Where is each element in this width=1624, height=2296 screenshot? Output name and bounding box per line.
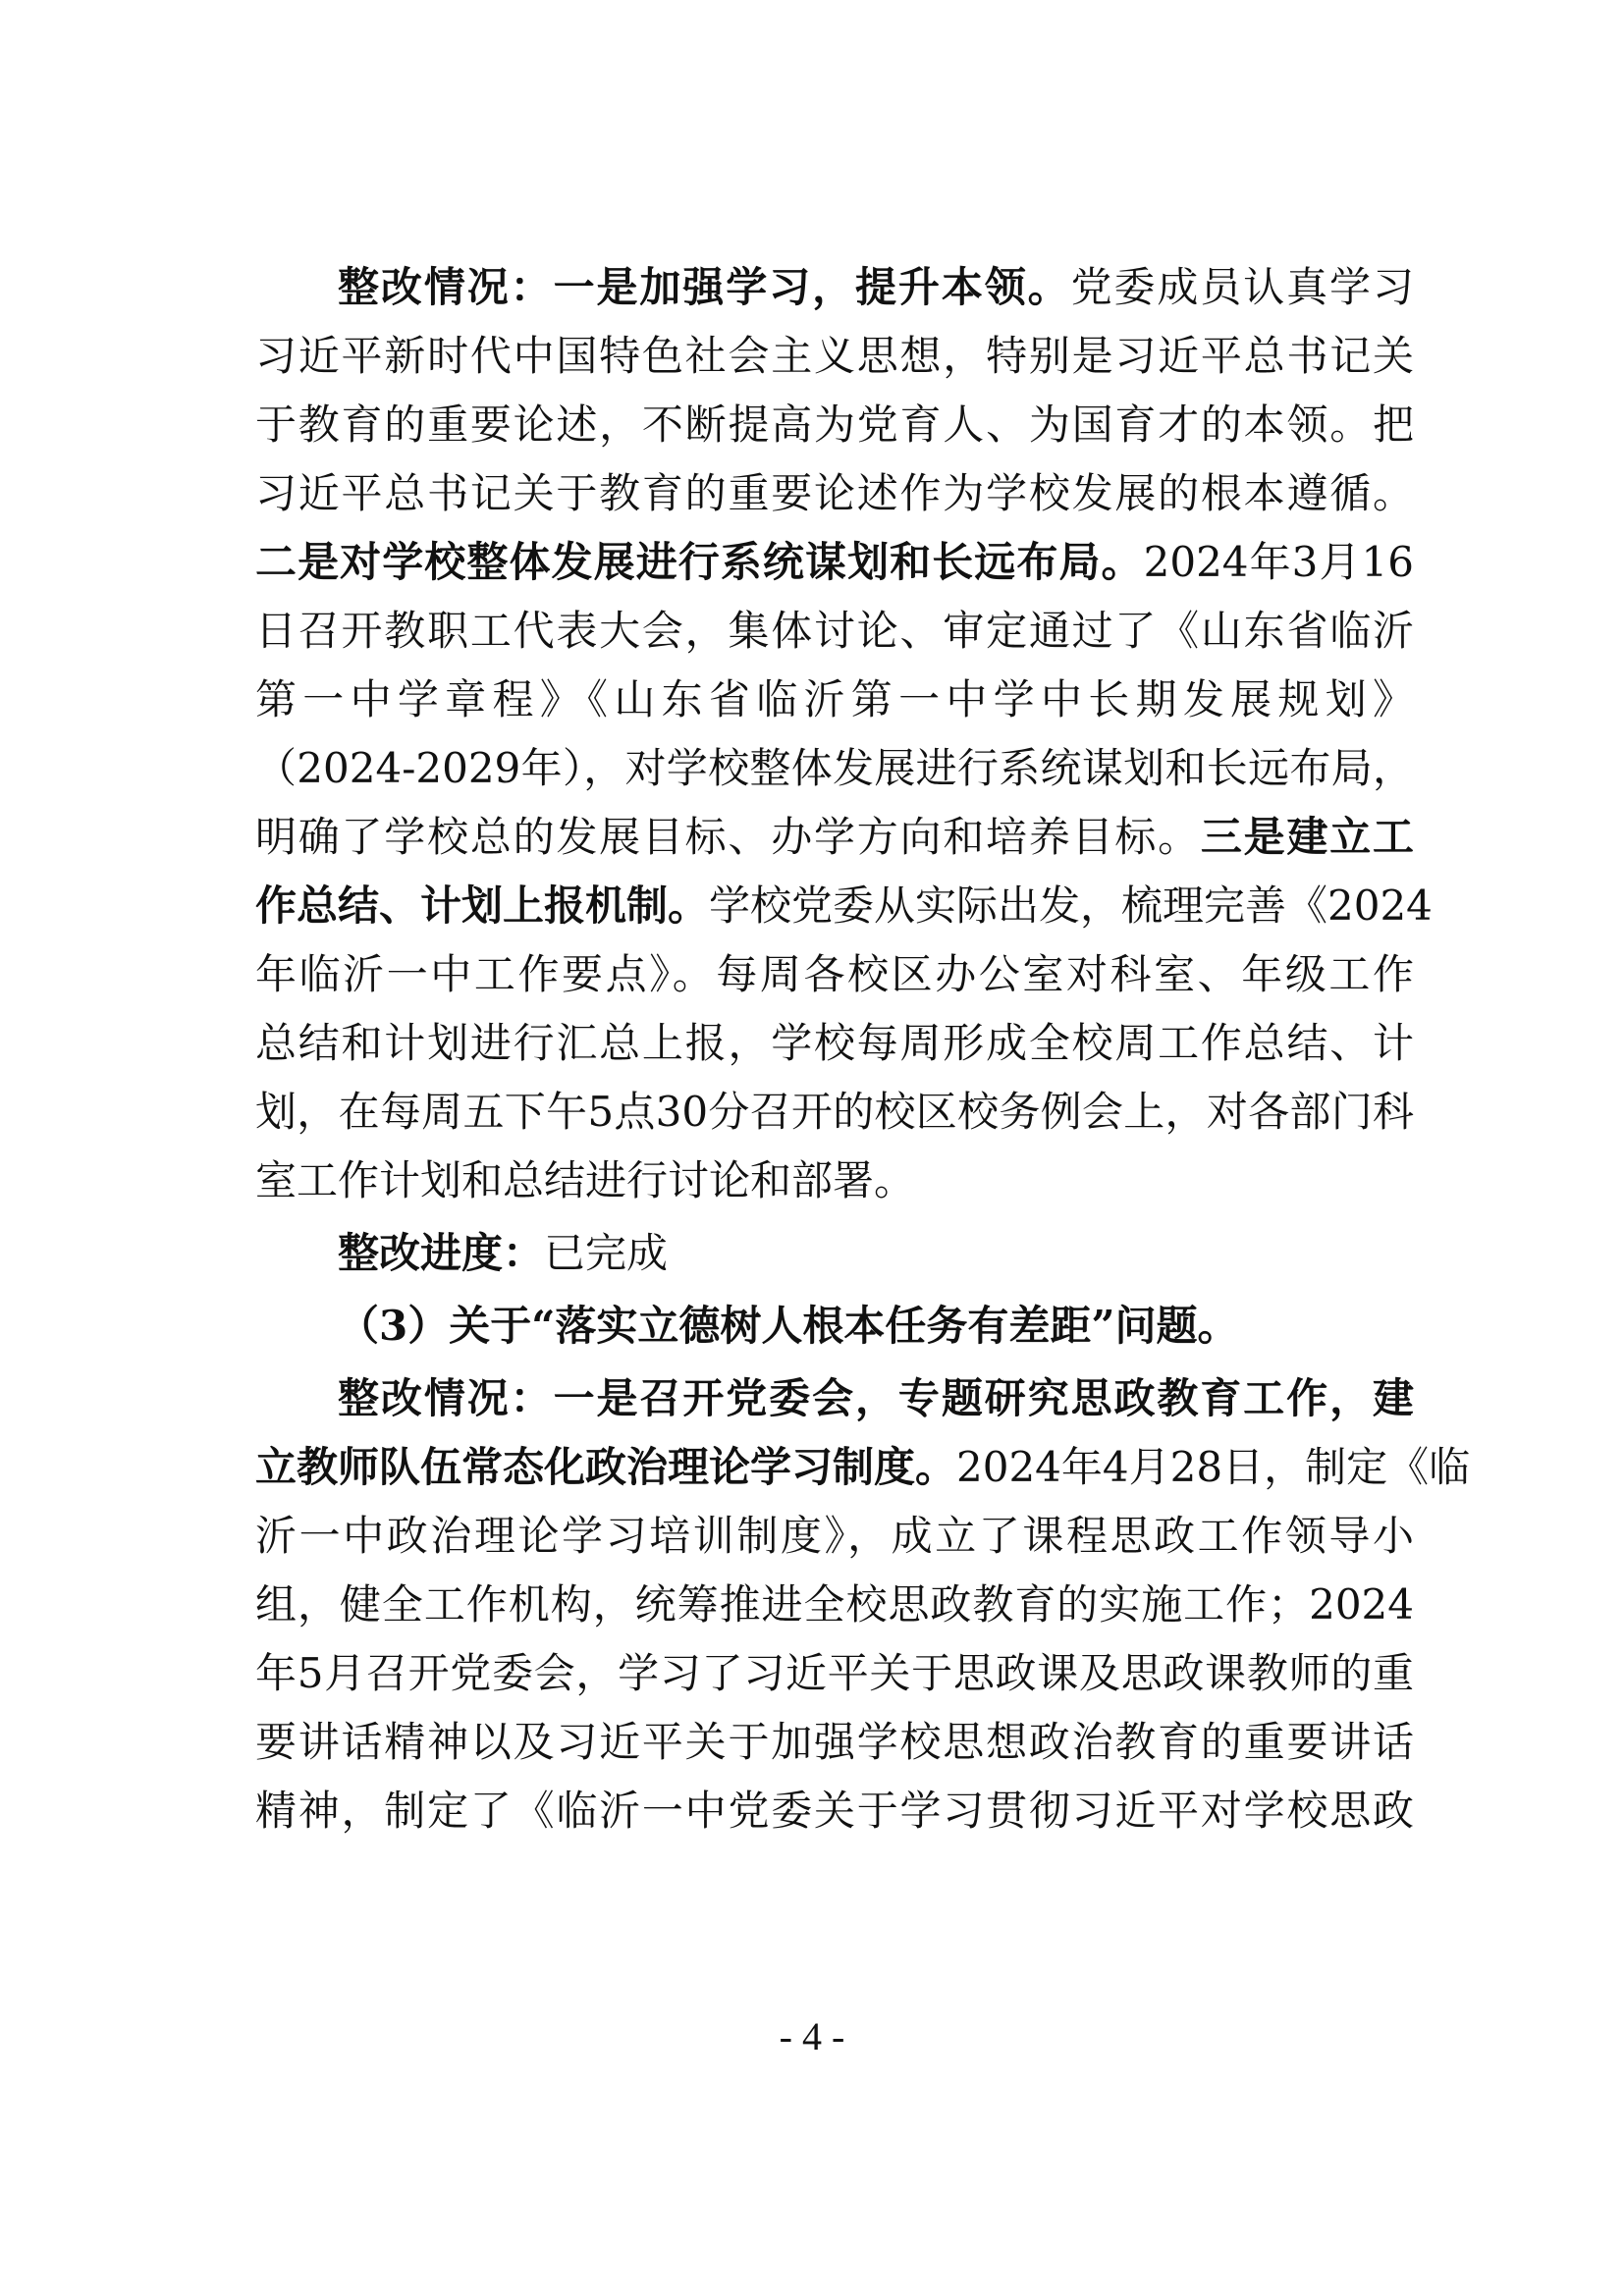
- text-line: [255, 253, 1414, 322]
- text-run: 日召开教职工代表大会，集体讨论、审定通过了《山东省临沂: [255, 607, 1414, 655]
- text-run: 2024年3月16: [1143, 538, 1414, 586]
- bold-text-run: 整改进度：: [338, 1229, 545, 1277]
- text-run: 学校党委从实际出发，梳理完善《2024: [709, 881, 1433, 930]
- bold-text-run: 整改情况：一是召开党委会，专题研究思政教育工作，建: [338, 1374, 1414, 1422]
- text-line: [255, 734, 1414, 803]
- text-line: [255, 597, 1414, 666]
- text-run: 划，在每周五下午5点30分召开的校区校务例会上，对各部门科: [255, 1088, 1414, 1136]
- text-line: [255, 1433, 1471, 1502]
- text-run: 党委成员认真学习: [1070, 263, 1414, 311]
- bold-text-run: 三是建立工: [1200, 813, 1414, 861]
- text-line: [255, 803, 1414, 872]
- text-run: 于教育的重要论述，不断提高为党育人、为国育才的本领。把: [255, 400, 1414, 449]
- text-line: [255, 940, 1414, 1009]
- text-line: [255, 872, 1433, 940]
- text-run: 组，健全工作机构，统筹推进全校思政教育的实施工作；2024: [255, 1580, 1414, 1629]
- text-line: [255, 1292, 1414, 1361]
- text-line: [255, 459, 1414, 528]
- bold-text-run: 二是对学校整体发展进行系统谋划和长远布局。: [255, 538, 1144, 586]
- text-run: 室工作计划和总结进行讨论和部署。: [255, 1156, 916, 1204]
- text-line: [255, 1364, 1414, 1433]
- text-line: [255, 1571, 1414, 1639]
- text-line: [255, 528, 1414, 597]
- text-run: 明确了学校总的发展目标、办学方向和培养目标。: [255, 813, 1201, 861]
- bold-text-run: 作总结、计划上报机制。: [255, 881, 710, 930]
- text-run: 习近平新时代中国特色社会主义思想，特别是习近平总书记关: [255, 332, 1414, 380]
- text-run: 精神，制定了《临沂一中党委关于学习贯彻习近平对学校思政: [255, 1787, 1414, 1835]
- text-run: 沂一中政治理论学习培训制度》，成立了课程思政工作领导小: [255, 1512, 1414, 1560]
- bold-text-run: 整改情况：一是加强学习，提升本领。: [338, 263, 1071, 311]
- text-line: [255, 1502, 1414, 1571]
- text-line: [255, 1639, 1414, 1708]
- page-number: - 4 -: [779, 2014, 845, 2058]
- text-run: 年5月召开党委会，学习了习近平关于思政课及思政课教师的重: [255, 1649, 1414, 1697]
- text-run: 习近平总书记关于教育的重要论述作为学校发展的根本遵循。: [255, 469, 1414, 517]
- text-line: [255, 391, 1414, 459]
- text-line: [255, 666, 1414, 734]
- text-run: 总结和计划进行汇总上报，学校每周形成全校周工作总结、计: [255, 1019, 1414, 1067]
- text-run: （2024-2029年），对学校整体发展进行系统谋划和长远布局，: [255, 744, 1414, 792]
- text-line: [255, 322, 1414, 391]
- text-line: [255, 1708, 1414, 1777]
- text-run: 2024年4月28日，制定《临: [956, 1443, 1471, 1491]
- text-line: [255, 1009, 1414, 1078]
- text-run: 第一中学章程》《山东省临沂第一中学中长期发展规划》: [255, 675, 1414, 723]
- text-run: 已完成: [544, 1229, 669, 1277]
- text-line: [255, 1219, 1414, 1288]
- text-run: 年临沂一中工作要点》。每周各校区办公室对科室、年级工作: [255, 950, 1414, 998]
- text-line: [255, 1078, 1414, 1147]
- text-line: [255, 1777, 1414, 1845]
- bold-text-run: 立教师队伍常态化政治理论学习制度。: [255, 1443, 957, 1491]
- bold-text-run: （3）关于“落实立德树人根本任务有差距”问题。: [338, 1302, 1239, 1350]
- text-run: 要讲话精神以及习近平关于加强学校思想政治教育的重要讲话: [255, 1718, 1414, 1766]
- text-line: [255, 1147, 1414, 1215]
